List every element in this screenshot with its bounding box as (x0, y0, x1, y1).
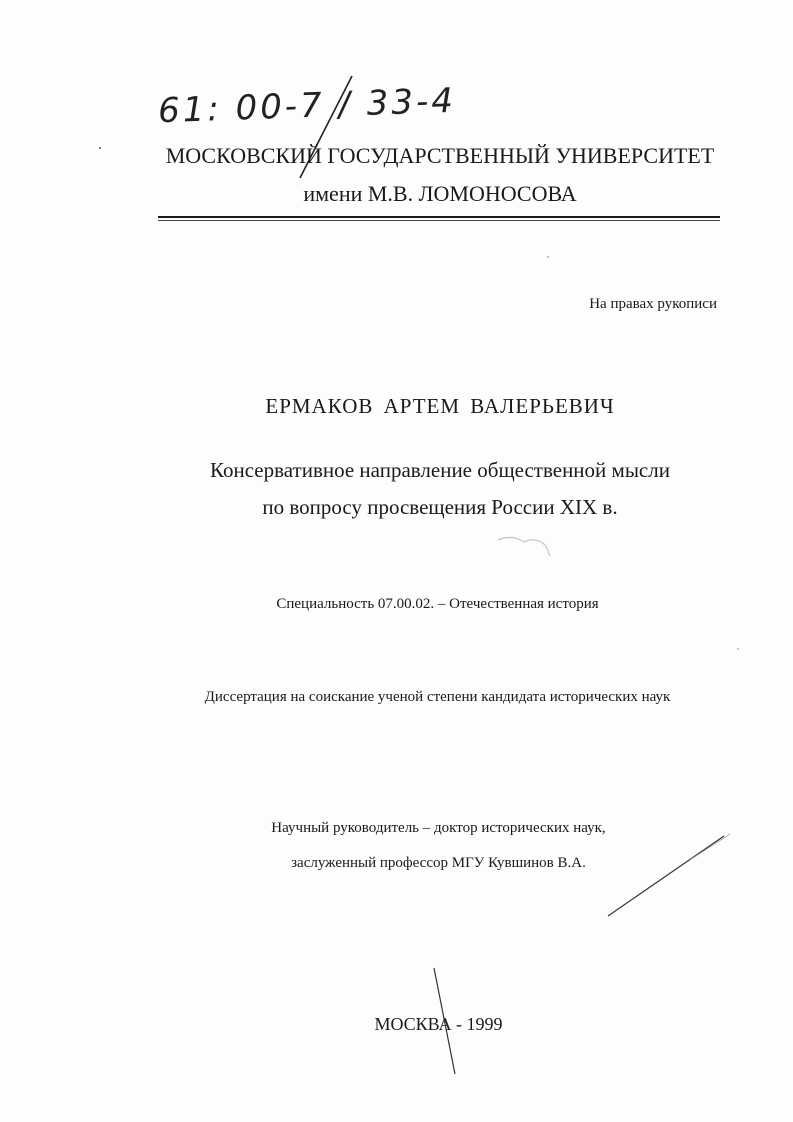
author-name: ЕРМАКОВ АРТЕМ ВАЛЕРЬЕВИЧ (265, 394, 615, 418)
specialty-line: Специальность 07.00.02. – Отечественная история (276, 596, 599, 612)
advisor-line-1: Научный руководитель – доктор исторических наук, (271, 820, 606, 836)
dissertation-title-line-1: Консервативное направление общественной мысли (210, 458, 670, 482)
dissertation-title-line-2: по вопросу просвещения России XIX в. (262, 495, 618, 519)
speck-mark (547, 256, 549, 258)
pen-stroke-mark (608, 836, 724, 916)
vertical-pen-stroke (434, 968, 455, 1074)
university-name: МОСКОВСКИЙ ГОСУДАРСТВЕННЫЙ УНИВЕРСИТЕТ (165, 143, 715, 168)
rights-note: На правах рукописи (589, 296, 717, 312)
dissertation-degree-line: Диссертация на соискание ученой степени кандидата исторических наук (204, 689, 671, 705)
university-named-after: имени М.В. ЛОМОНОСОВА (303, 181, 577, 206)
city-year: МОСКВА - 1999 (374, 1014, 503, 1034)
advisor-line-2: заслуженный профессор МГУ Кувшинов В.А. (291, 855, 586, 871)
handwritten-slash-mark (300, 76, 352, 178)
handwritten-archive-code: 61: 00-7 / 33-4 (157, 80, 457, 132)
speck-mark (99, 147, 101, 149)
faint-stroke-mark (690, 834, 730, 860)
scribble-mark (498, 537, 550, 556)
speck-mark (737, 648, 739, 650)
